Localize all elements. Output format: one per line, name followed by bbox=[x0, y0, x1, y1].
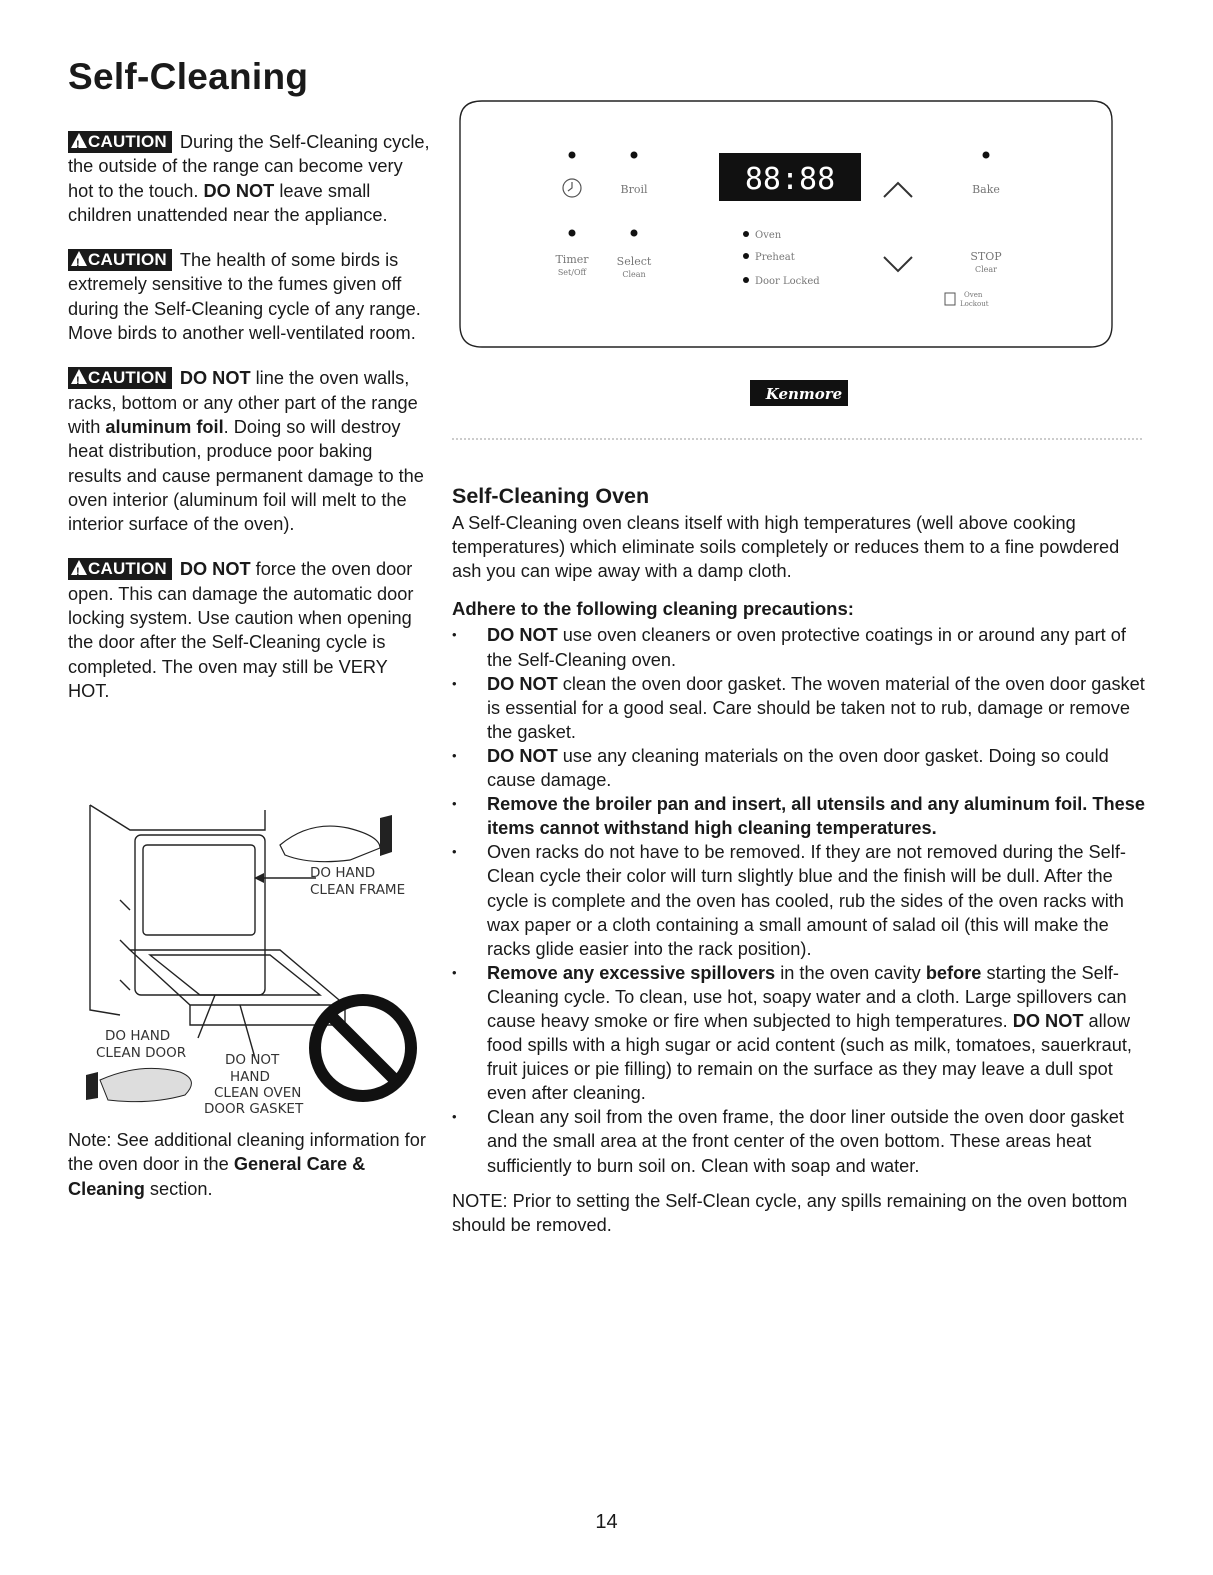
display-digits: 88:88 bbox=[744, 162, 836, 197]
section-intro: A Self-Cleaning oven cleans itself with high temperatures (well above cooking temperatures) which eliminate soils completely or reduces them to a fine powdered ash you can wipe away with a damp cloth. bbox=[452, 513, 1120, 582]
caution-badge: !CAUTION bbox=[68, 249, 172, 271]
indicator-oven: Oven bbox=[755, 230, 782, 241]
caution-4: !CAUTION DO NOT force the oven door open. This can damage the automatic door locking system. Use caution when opening the door after the Self-Cleaning cycle is completed. The oven may still be VERY HOT. bbox=[68, 557, 430, 703]
list-item: • Remove the broiler pan and insert, all utensils and any aluminum foil. These items cannot withstand high cleaning temperatures. bbox=[452, 792, 1152, 840]
brand-label: Kenmore bbox=[765, 385, 843, 403]
label-door-1: DO HAND bbox=[105, 1028, 171, 1044]
list-item: • DO NOT use any cleaning materials on the oven door gasket. Doing so could cause damage. bbox=[452, 744, 1152, 792]
label-frame-1: DO HAND bbox=[310, 865, 376, 881]
list-item: • DO NOT use oven cleaners or oven protective coatings in or around any part of the Self-Cleaning oven. bbox=[452, 623, 1152, 671]
indicator-door-locked: Door Locked bbox=[755, 276, 820, 287]
oven-door-illustration bbox=[80, 800, 430, 1120]
list-item: • Remove any excessive spillovers in the oven cavity before starting the Self-Cleaning cycle. To clean, use hot, soapy water and a cloth. Large spillovers can cause heavy smoke or fire when subjected to high temperatures. DO NOT allow food spills with a high sugar or acid content (such as milk, tomatoes, sauerkraut, fruit juices or pie filling) to remain on the surface as they may leave a dull spot even after cleaning. bbox=[452, 961, 1152, 1106]
label-gasket-1: DO NOT bbox=[225, 1052, 280, 1068]
broil-button[interactable]: Broil bbox=[620, 183, 648, 196]
caution-3: !CAUTION DO NOT line the oven walls, racks, bottom or any other part of the range with aluminum foil. Doing so will destroy heat distribution, produce poor baking results and cause permanent damage to the oven interior (aluminum foil will melt to the interior surface of the oven). bbox=[68, 366, 430, 536]
label-door-2: CLEAN DOOR bbox=[96, 1045, 187, 1061]
timer-sub-label: Set/Off bbox=[557, 268, 587, 277]
note-text: Note: See additional cleaning information for the oven door in the General Care & Cleaning section. bbox=[68, 1130, 426, 1199]
section-heading: Self-Cleaning Oven bbox=[452, 484, 650, 508]
down-arrow-icon[interactable] bbox=[884, 257, 912, 271]
lockout-label-1: Oven bbox=[964, 291, 983, 299]
caution-1: !CAUTION During the Self-Cleaning cycle, the outside of the range can become very hot to the touch. DO NOT leave small children unattended near the appliance. bbox=[68, 130, 430, 227]
warning-icon bbox=[71, 251, 87, 266]
caution-badge: !CAUTION bbox=[68, 558, 172, 580]
timer-button[interactable]: Timer bbox=[555, 253, 589, 266]
caution-badge: !CAUTION bbox=[68, 131, 172, 153]
caution-2: !CAUTION The health of some birds is extremely sensitive to the fumes given off during the Self-Cleaning cycle of any range. Move birds to another well-ventilated room. bbox=[68, 248, 430, 345]
precautions-heading: Adhere to the following cleaning precautions: bbox=[452, 598, 854, 620]
label-frame-2: CLEAN FRAME bbox=[310, 882, 406, 898]
label-gasket-3: CLEAN OVEN bbox=[214, 1085, 302, 1101]
list-item: • Clean any soil from the oven frame, the door liner outside the oven door gasket and the small area at the front center of the oven bottom. These areas heat sufficiently to burn soil on. Clean with soap and water. bbox=[452, 1105, 1152, 1177]
up-arrow-icon[interactable] bbox=[884, 183, 912, 197]
indicator-preheat: Preheat bbox=[755, 252, 795, 263]
clock-icon bbox=[563, 179, 581, 197]
list-item: • DO NOT clean the oven door gasket. The woven material of the oven door gasket is essential for a good seal. Care should be taken not to rub, damage or remove the gasket. bbox=[452, 672, 1152, 744]
label-gasket-2: HAND bbox=[230, 1069, 270, 1085]
lock-icon bbox=[945, 293, 955, 305]
caution-badge: !CAUTION bbox=[68, 367, 172, 389]
warning-icon bbox=[71, 133, 87, 148]
warning-icon bbox=[71, 560, 87, 575]
select-sub-label: Clean bbox=[622, 270, 646, 279]
oven-control-panel bbox=[452, 85, 1142, 455]
page-title: Self-Cleaning bbox=[68, 56, 309, 97]
stop-button[interactable]: STOP bbox=[970, 250, 1002, 263]
bake-button[interactable]: Bake bbox=[972, 183, 1000, 196]
label-gasket-4: DOOR GASKET bbox=[204, 1101, 304, 1117]
precautions-list bbox=[452, 623, 1152, 1177]
list-item: • Oven racks do not have to be removed. If they are not removed during the Self-Clean cycle their color will turn slightly blue and the finish will be dull. After the cycle is complete and the oven has cooled, rub the sides of the oven racks with wax paper or a cloth containing a small amount of salad oil (this will make the racks glide easier into the rack position). bbox=[452, 840, 1152, 960]
lockout-label-2: Lockout bbox=[960, 300, 989, 308]
caution-column bbox=[68, 130, 430, 724]
select-button[interactable]: Select bbox=[616, 255, 652, 268]
stop-sub-label: Clear bbox=[974, 265, 998, 274]
self-cleaning-oven-section bbox=[452, 484, 1152, 1237]
page-number: 14 bbox=[595, 1511, 618, 1533]
no-symbol-icon bbox=[315, 1000, 411, 1096]
warning-icon bbox=[71, 369, 87, 384]
hand-cloth-icon bbox=[86, 1068, 191, 1101]
final-note: NOTE: Prior to setting the Self-Clean cycle, any spills remaining on the oven bottom should be removed. bbox=[452, 1190, 1128, 1235]
